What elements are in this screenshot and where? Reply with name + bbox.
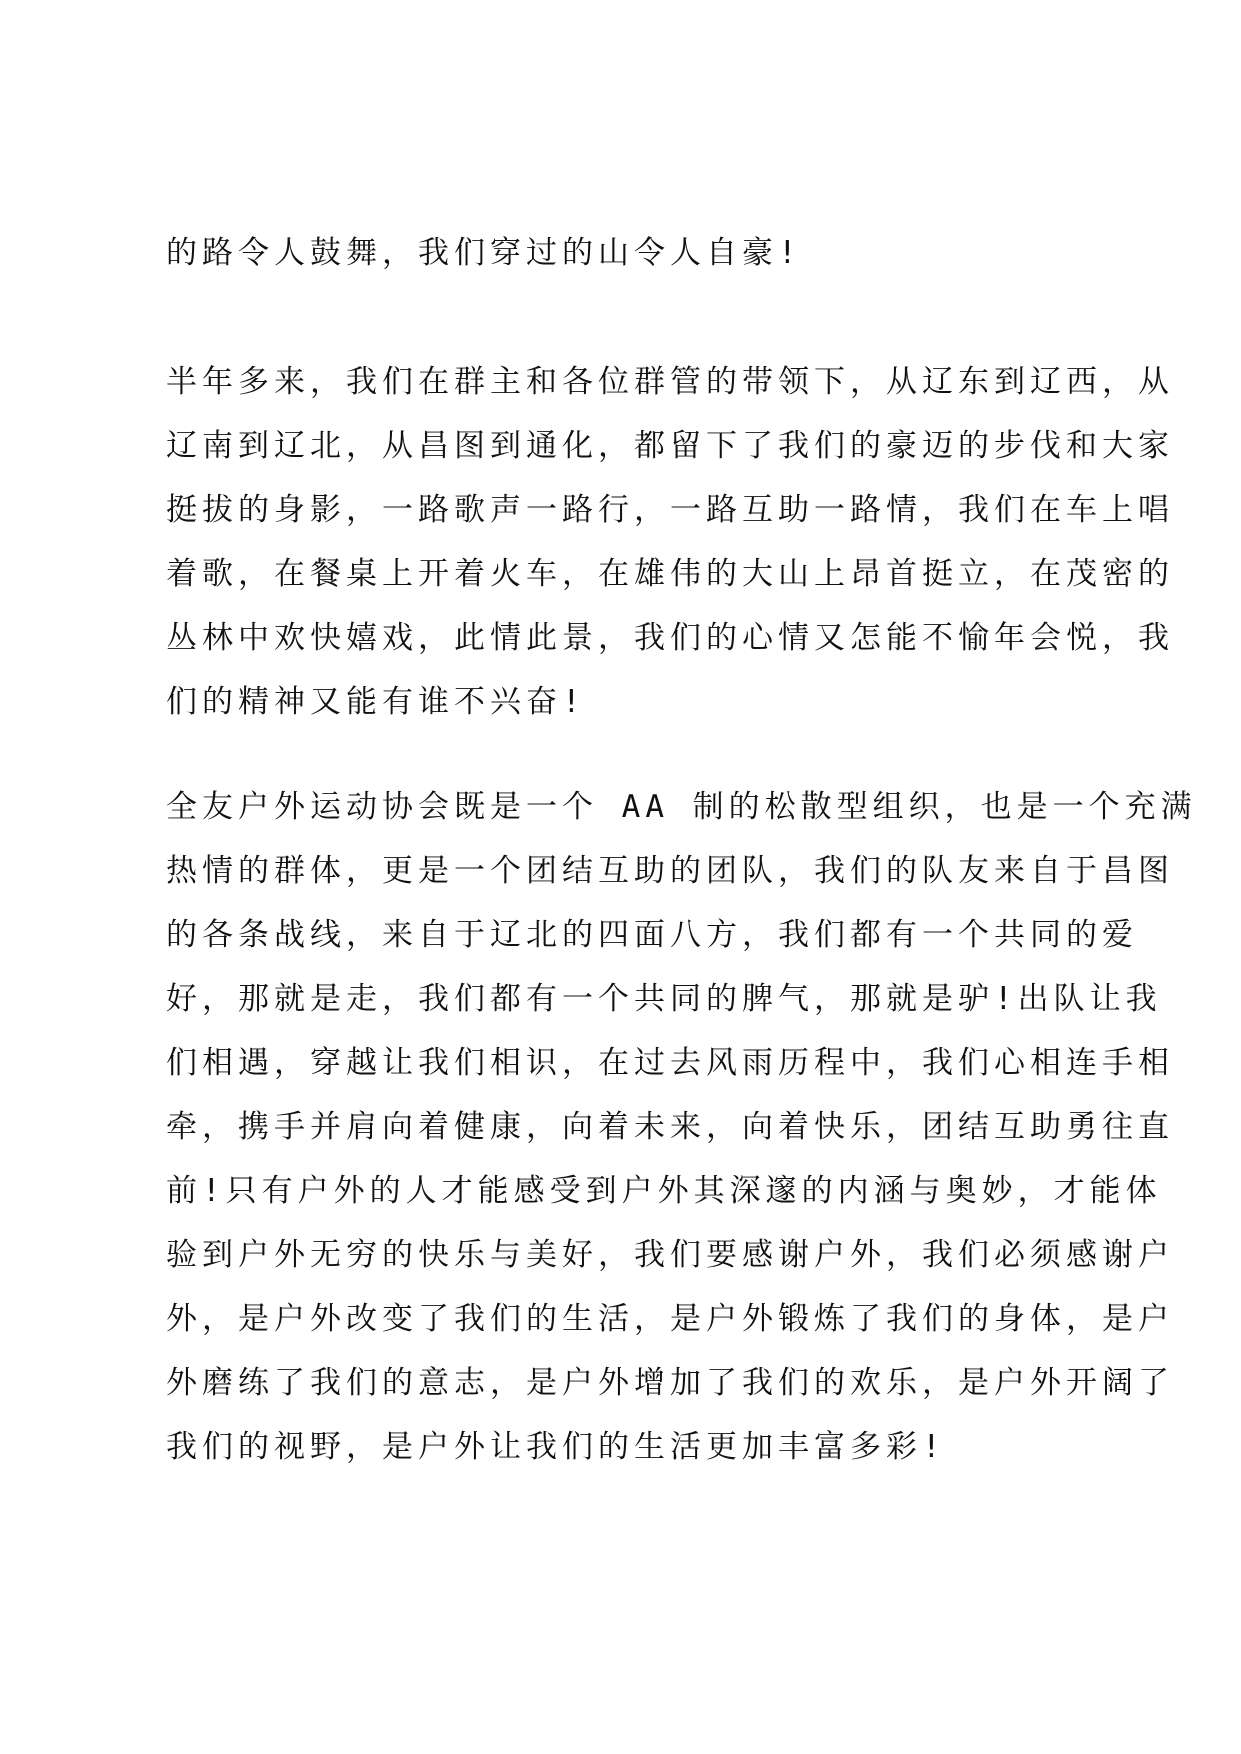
text-line: 丛林中欢快嬉戏，此情此景，我们的心情又怎能不愉年会悦，我 <box>166 620 1174 656</box>
text-line: 验到户外无穷的快乐与美好，我们要感谢户外，我们必须感谢户 <box>166 1237 1174 1273</box>
text-line: 全友户外运动协会既是一个 AA 制的松散型组织，也是一个充满 <box>166 789 1197 825</box>
paragraph-1 <box>166 221 1096 285</box>
text-line: 我们的视野，是户外让我们的生活更加丰富多彩! <box>166 1429 946 1465</box>
text-line: 牵，携手并肩向着健康，向着未来，向着快乐，团结互助勇往直 <box>166 1109 1174 1145</box>
paragraph-2 <box>166 350 1174 734</box>
text-line: 热情的群体，更是一个团结互助的团队，我们的队友来自于昌图 <box>166 853 1174 889</box>
text-line: 着歌，在餐桌上开着火车，在雄伟的大山上昂首挺立，在茂密的 <box>166 556 1174 592</box>
text-line: 们相遇，穿越让我们相识，在过去风雨历程中，我们心相连手相 <box>166 1045 1174 1081</box>
text-line: 好，那就是走，我们都有一个共同的脾气，那就是驴!出队让我 <box>166 981 1162 1017</box>
text-line: 们的精神又能有谁不兴奋! <box>166 684 586 720</box>
text-line: 辽南到辽北，从昌图到通化，都留下了我们的豪迈的步伐和大家 <box>166 428 1174 464</box>
text-line: 外，是户外改变了我们的生活，是户外锻炼了我们的身体，是户 <box>166 1301 1174 1337</box>
text-line: 挺拔的身影，一路歌声一路行，一路互助一路情，我们在车上唱 <box>166 492 1174 528</box>
text-line: 的各条战线，来自于辽北的四面八方，我们都有一个共同的爱 <box>166 917 1138 953</box>
paragraph-3 <box>166 775 1197 1479</box>
text-line: 前!只有户外的人才能感受到户外其深邃的内涵与奥妙，才能体 <box>166 1173 1162 1209</box>
text-line: 半年多来，我们在群主和各位群管的带领下，从辽东到辽西，从 <box>166 364 1174 400</box>
text-line: 的路令人鼓舞，我们穿过的山令人自豪! <box>166 235 802 271</box>
text-line: 外磨练了我们的意志，是户外增加了我们的欢乐，是户外开阔了 <box>166 1365 1174 1401</box>
